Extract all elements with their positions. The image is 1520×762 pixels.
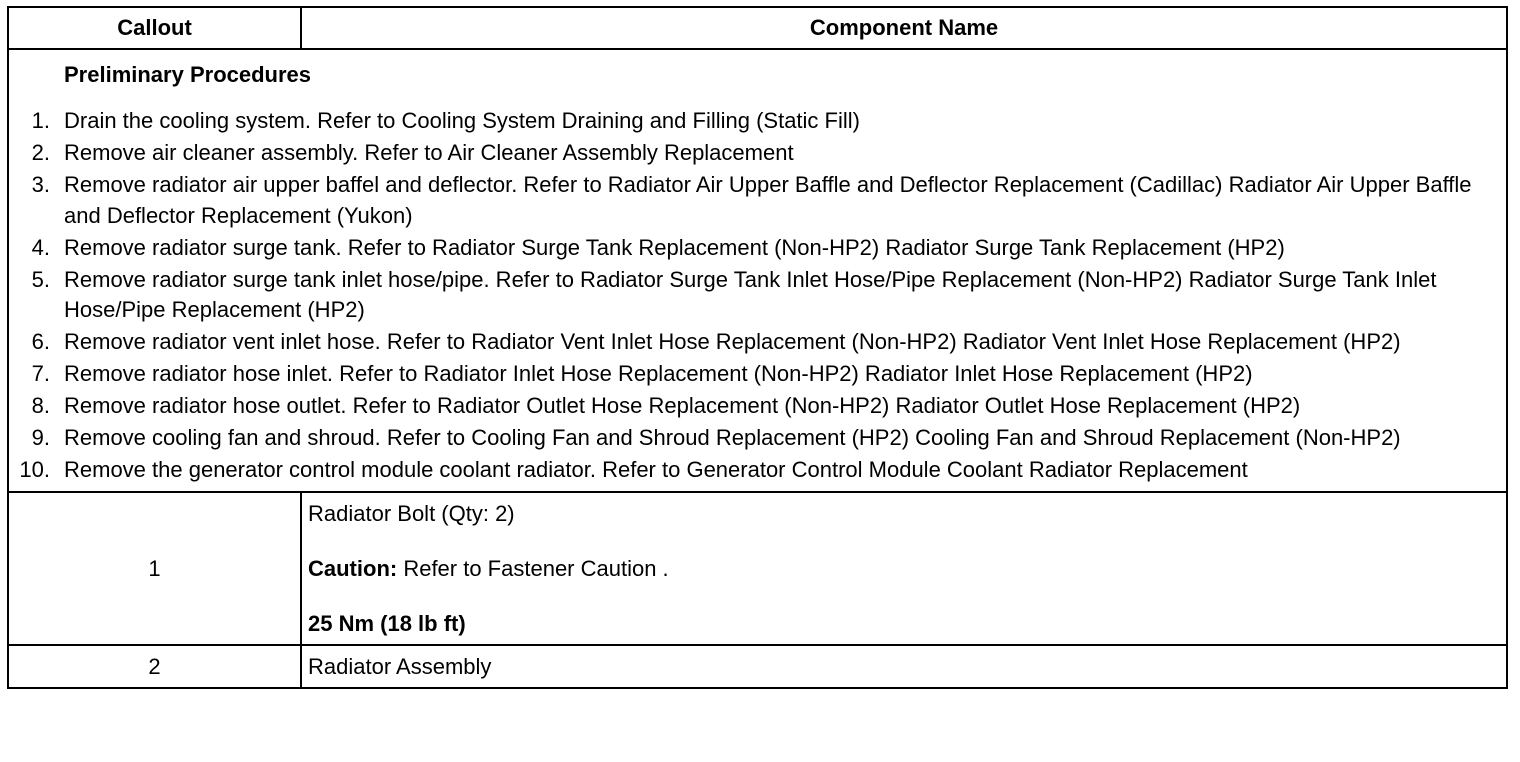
component-name: Radiator Assembly [301,645,1507,688]
list-item [9,138,1506,169]
step-text: Remove radiator surge tank. Refer to Radiator Surge Tank Replacement (Non-HP2) Radiator Surge Tank Replacement (HP2) [64,234,1285,260]
list-item [9,455,1506,486]
step-number: 3. [31,172,50,197]
step-number: 8. [31,393,50,418]
list-item [9,423,1506,454]
list-item [9,265,1506,326]
preliminary-procedures-cell [8,49,1507,492]
step-number: 5. [31,266,50,292]
preliminary-steps-list [9,106,1506,491]
component-table [7,6,1508,689]
list-item [9,391,1506,422]
component-cell [301,492,1507,645]
step-number: 7. [31,361,50,386]
step-text: Remove cooling fan and shroud. Refer to Cooling Fan and Shroud Replacement (HP2) Cooling Fan and Shroud Replacement (Non-HP2) [64,425,1401,450]
preliminary-procedures-row [8,49,1507,492]
caution-label: Caution: [308,556,398,581]
step-text: Remove radiator air upper baffel and deflector. Refer to Radiator Air Upper Baffle and Deflector Replacement (Cadillac) Radiator Air Upper Baffle and Deflector Replacement (Yukon) [64,172,1472,228]
list-item [9,233,1506,264]
list-item [9,327,1506,358]
caution-text: Refer to Fastener Caution . [397,556,669,581]
step-number: 1. [31,108,50,133]
step-text: Remove radiator vent inlet hose. Refer to Radiator Vent Inlet Hose Replacement (Non-HP2) Radiator Vent Inlet Hose Replacement (HP2) [64,329,1401,354]
callout-column-header: Callout [8,7,301,49]
step-number: 9. [31,425,50,450]
step-text: Drain the cooling system. Refer to Cooling System Draining and Filling (Static Fill) [64,108,860,133]
step-text: Remove the generator control module coolant radiator. Refer to Generator Control Module Coolant Radiator Replacement [64,457,1248,482]
step-text: Remove radiator hose inlet. Refer to Radiator Inlet Hose Replacement (Non-HP2) Radiator Inlet Hose Replacement (HP2) [64,361,1253,386]
callout-number: 1 [8,492,301,645]
table-header-row [8,7,1507,49]
step-text: Remove radiator hose outlet. Refer to Radiator Outlet Hose Replacement (Non-HP2) Radiator Outlet Hose Replacement (HP2) [64,393,1301,418]
step-text: Remove air cleaner assembly. Refer to Air Cleaner Assembly Replacement [64,140,794,165]
list-item [9,170,1506,231]
component-name-column-header: Component Name [301,7,1507,49]
step-text: Remove radiator surge tank inlet hose/pipe. Refer to Radiator Surge Tank Inlet Hose/Pipe Replacement (Non-HP2) Radiator Surge Tank Inlet Hose/Pipe Replacement (HP2) [64,266,1437,322]
callout-number: 2 [8,645,301,688]
table-row [8,645,1507,688]
step-number: 6. [31,329,50,354]
table-row [8,492,1507,645]
list-item [9,106,1506,137]
caution-note [308,555,1500,582]
step-number: 10. [19,457,50,482]
procedure-document [7,6,1506,689]
step-number: 4. [31,234,50,260]
torque-spec: 25 Nm (18 lb ft) [308,611,466,636]
list-item [9,359,1506,390]
component-name: Radiator Bolt (Qty: 2) [308,501,515,526]
step-number: 2. [31,140,50,165]
preliminary-procedures-title: Preliminary Procedures [64,62,312,87]
